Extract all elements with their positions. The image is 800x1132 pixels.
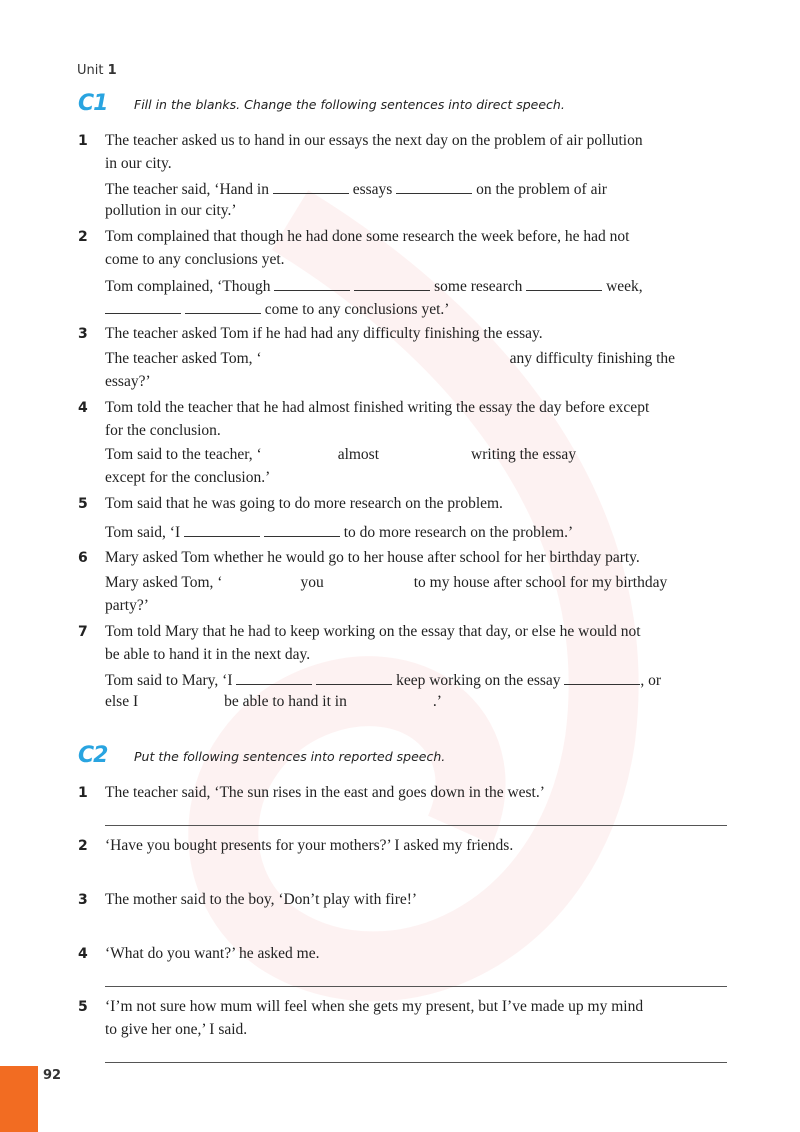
c1-item-1-number: 1: [78, 133, 88, 149]
answer-blank[interactable]: [105, 299, 181, 314]
c1-item-1-answer-line: pollution in our city.’: [105, 202, 237, 219]
answer-blank[interactable]: [354, 276, 430, 291]
answer-blank[interactable]: [264, 522, 340, 537]
answer-text: Tom complained, ‘Though: [105, 278, 271, 295]
answer-text: keep working on the essay: [396, 672, 561, 689]
answer-blank[interactable]: [184, 522, 260, 537]
c1-item-2-answer-line: [105, 299, 449, 319]
c2-item-3-text: The mother said to the boy, ‘Don’t play with fire!’: [105, 891, 418, 908]
c1-item-6-number: 6: [78, 550, 88, 566]
answer-text: any difficulty finishing the: [509, 350, 676, 367]
answer-text: week,: [606, 278, 643, 295]
page-number-tab: [0, 1066, 38, 1132]
c1-item-3-prompt-line: The teacher asked Tom if he had had any difficulty finishing the essay.: [105, 325, 543, 342]
c1-item-7-prompt-line: be able to hand it in the next day.: [105, 646, 311, 663]
c1-item-7-number: 7: [78, 624, 88, 640]
unit-number: 1: [107, 63, 117, 78]
c2-item-1-number: 1: [78, 785, 88, 801]
unit-label: Unit: [77, 63, 104, 78]
answer-blank[interactable]: [526, 276, 602, 291]
c2-item-3-number: 3: [78, 892, 88, 908]
c1-item-7-answer-line: [105, 670, 661, 690]
c1-item-4-answer-line: [105, 446, 576, 464]
answer-text: The teacher said, ‘Hand in: [105, 181, 269, 198]
c1-item-5-number: 5: [78, 496, 88, 512]
section-c2-badge: C2: [78, 743, 108, 768]
answer-text: be able to hand it in: [224, 693, 347, 710]
answer-line[interactable]: [105, 825, 727, 826]
c1-item-5-answer-line: [105, 522, 573, 542]
answer-line[interactable]: [105, 986, 727, 987]
c1-item-4-answer-line: except for the conclusion.’: [105, 469, 271, 486]
c1-item-5-prompt-line: Tom said that he was going to do more research on the problem.: [105, 495, 503, 512]
answer-blank[interactable]: [236, 670, 312, 685]
page-number: 92: [43, 1068, 62, 1083]
c1-item-4-number: 4: [78, 400, 88, 416]
c1-item-3-number: 3: [78, 326, 88, 342]
section-c1-instruction: Fill in the blanks. Change the following sentences into direct speech.: [134, 97, 565, 112]
unit-header: [77, 63, 117, 78]
answer-text: Tom said to Mary, ‘I: [105, 672, 233, 689]
answer-text: come to any conclusions yet.’: [264, 301, 450, 318]
answer-text: writing the essay: [471, 446, 577, 463]
answer-blank[interactable]: [185, 299, 261, 314]
answer-text: , or: [640, 672, 662, 689]
c1-item-7-prompt-line: Tom told Mary that he had to keep working on the essay that day, or else he would not: [105, 623, 641, 640]
c1-item-6-prompt-line: Mary asked Tom whether he would go to her house after school for her birthday party.: [105, 549, 640, 566]
c2-item-5-text: ‘I’m not sure how mum will feel when she gets my present, but I’ve made up my mind: [105, 998, 644, 1015]
c1-item-2-answer-line: [105, 276, 643, 296]
c2-item-4-number: 4: [78, 946, 88, 962]
c1-item-4-prompt-line: Tom told the teacher that he had almost finished writing the essay the day before except: [105, 399, 650, 416]
answer-text: The teacher asked Tom, ‘: [105, 350, 262, 367]
answer-text: on the problem of air: [476, 181, 607, 198]
c2-item-2-text: ‘Have you bought presents for your mothers?’ I asked my friends.: [105, 837, 514, 854]
c1-item-1-prompt-line: The teacher asked us to hand in our essays the next day on the problem of air pollution: [105, 132, 643, 149]
c1-item-6-answer-line: [105, 574, 667, 592]
c1-item-2-prompt-line: come to any conclusions yet.: [105, 251, 285, 268]
c2-item-5-number: 5: [78, 999, 88, 1015]
c1-item-3-answer-line: essay?’: [105, 373, 151, 390]
answer-text: some research: [434, 278, 523, 295]
answer-text: Tom said, ‘I: [105, 524, 181, 541]
answer-text: to do more research on the problem.’: [343, 524, 574, 541]
answer-text: you: [300, 574, 324, 591]
c1-item-2-number: 2: [78, 229, 88, 245]
c1-item-2-prompt-line: Tom complained that though he had done some research the week before, he had not: [105, 228, 630, 245]
c2-item-5-text: to give her one,’ I said.: [105, 1021, 248, 1038]
section-c1-badge: C1: [78, 91, 108, 116]
answer-blank[interactable]: [396, 179, 472, 194]
answer-text: .’: [432, 693, 442, 710]
answer-text: to my house after school for my birthday: [413, 574, 668, 591]
c2-item-4-text: ‘What do you want?’ he asked me.: [105, 945, 320, 962]
answer-blank[interactable]: [274, 276, 350, 291]
answer-text: Mary asked Tom, ‘: [105, 574, 223, 591]
section-c2-instruction: Put the following sentences into reported speech.: [134, 749, 446, 764]
answer-blank[interactable]: [273, 179, 349, 194]
answer-text: else I: [105, 693, 139, 710]
c2-item-1-text: The teacher said, ‘The sun rises in the east and goes down in the west.’: [105, 784, 545, 801]
c1-item-1-answer-line: [105, 179, 607, 199]
answer-blank[interactable]: [564, 670, 640, 685]
answer-text: Tom said to the teacher, ‘: [105, 446, 262, 463]
c1-item-4-prompt-line: for the conclusion.: [105, 422, 221, 439]
answer-text: almost: [337, 446, 380, 463]
answer-blank[interactable]: [316, 670, 392, 685]
c2-item-2-number: 2: [78, 838, 88, 854]
c1-item-7-answer-line: [105, 693, 442, 711]
answer-line[interactable]: [105, 1062, 727, 1063]
c1-item-1-prompt-line: in our city.: [105, 155, 172, 172]
c1-item-6-answer-line: party?’: [105, 597, 149, 614]
answer-text: essays: [352, 181, 393, 198]
c1-item-3-answer-line: [105, 350, 675, 368]
